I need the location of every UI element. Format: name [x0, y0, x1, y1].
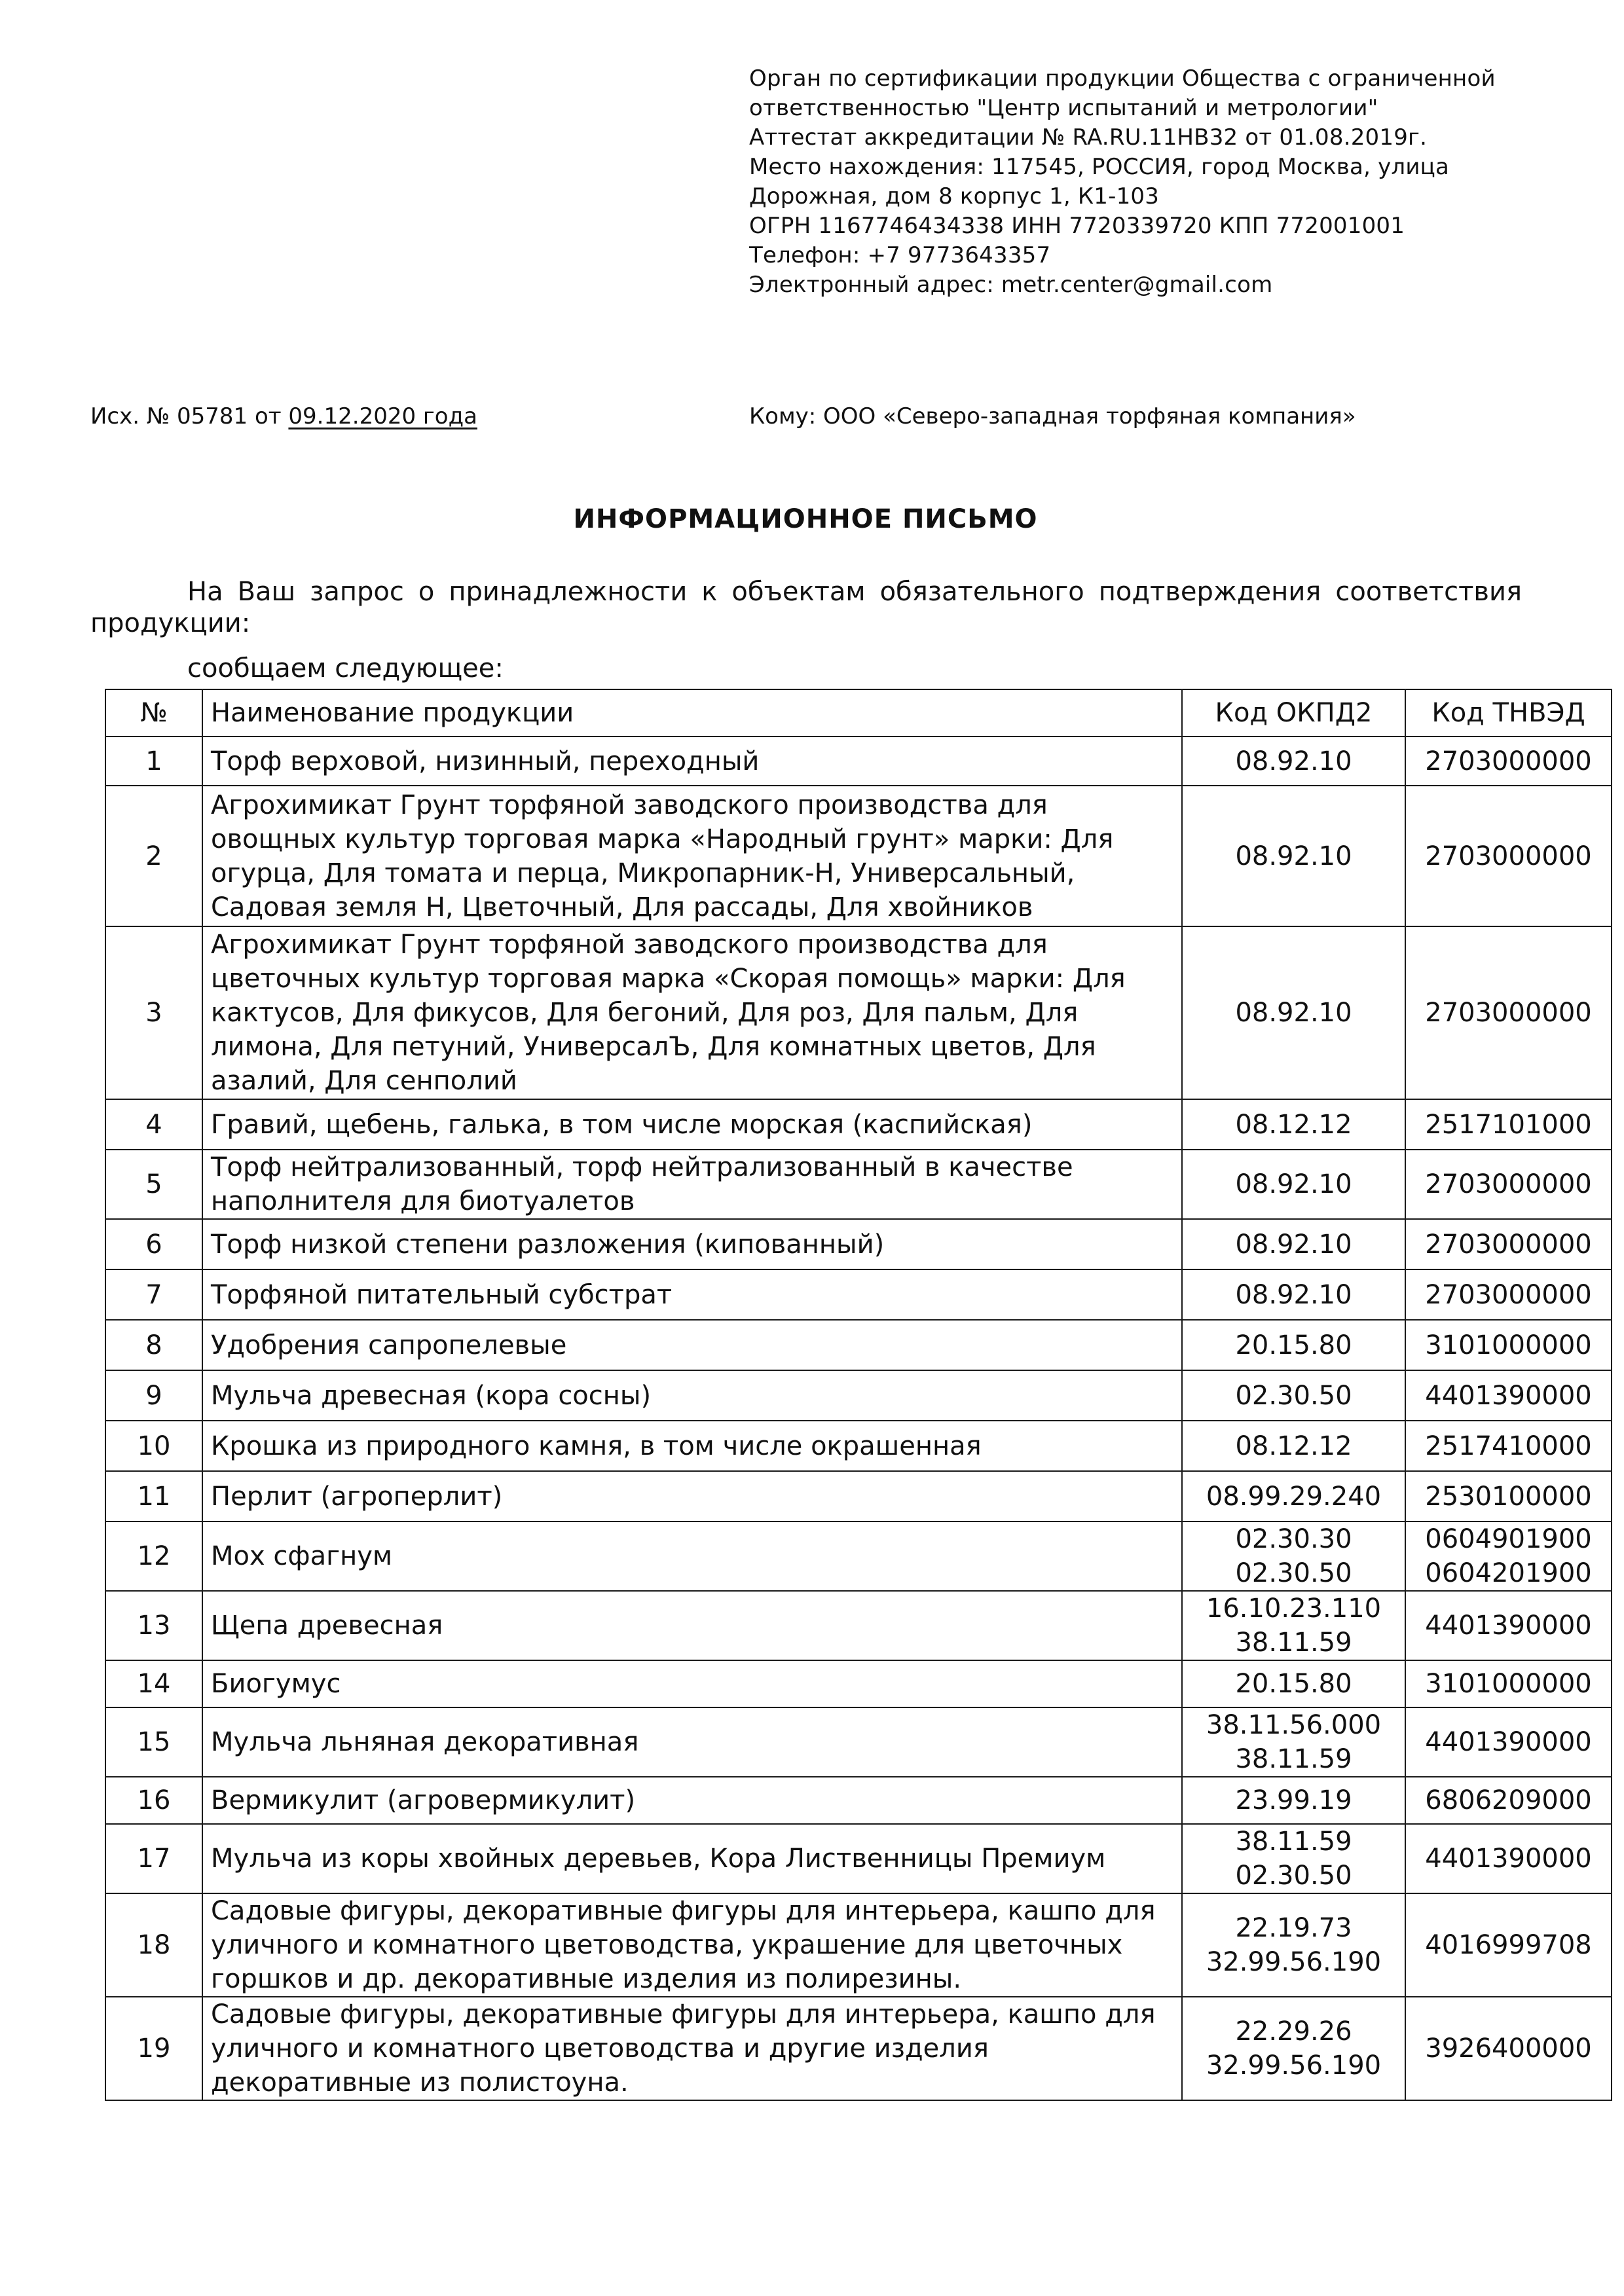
okpd-codes [1182, 1219, 1405, 1269]
intro-paragraph: На Ваш запрос о принадлежности к объектам обязательного подтверждения соответствия продукции: [90, 577, 1522, 638]
row-number: 7 [105, 1269, 202, 1320]
outgoing-date: 09.12.2020 года [288, 403, 477, 429]
table-row [105, 1150, 1612, 1219]
tnved-codes [1405, 1370, 1612, 1421]
tnved-codes [1405, 737, 1612, 786]
tnved-code: 2703000000 [1425, 1279, 1592, 1310]
row-number: 18 [105, 1893, 202, 1997]
tnved-code: 2703000000 [1425, 746, 1592, 776]
okpd-codes [1182, 1421, 1405, 1471]
product-name: Мульча древесная (кора сосны) [202, 1370, 1182, 1421]
tnved-code: 0604901900 [1425, 1524, 1592, 1554]
okpd-codes [1182, 1777, 1405, 1824]
row-number: 1 [105, 737, 202, 786]
table-row [105, 1591, 1612, 1660]
okpd-code: 32.99.56.190 [1206, 1947, 1382, 1977]
table-row [105, 1370, 1612, 1421]
row-number: 15 [105, 1707, 202, 1777]
okpd-codes [1182, 737, 1405, 786]
okpd-codes [1182, 1370, 1405, 1421]
okpd-code: 22.19.73 [1235, 1913, 1352, 1943]
tnved-code: 4401390000 [1425, 1727, 1592, 1757]
okpd-code: 38.11.59 [1235, 1628, 1352, 1658]
table-row [105, 1269, 1612, 1320]
tnved-code: 4016999708 [1425, 1930, 1592, 1960]
okpd-code: 38.11.59 [1235, 1827, 1352, 1857]
okpd-code: 08.92.10 [1235, 998, 1352, 1028]
tnved-code: 2703000000 [1425, 998, 1592, 1028]
org-line: ОГРН 1167746434338 ИНН 7720339720 КПП 772001001 [749, 213, 1405, 239]
okpd-codes [1182, 786, 1405, 926]
table-row [105, 1421, 1612, 1471]
row-number: 9 [105, 1370, 202, 1421]
tnved-codes [1405, 1591, 1612, 1660]
table-row [105, 1707, 1612, 1777]
table-row [105, 737, 1612, 786]
table-header-row [105, 689, 1612, 737]
tnved-code: 2703000000 [1425, 1169, 1592, 1199]
tnved-codes [1405, 1150, 1612, 1219]
okpd-code: 08.12.12 [1235, 1109, 1352, 1140]
tnved-code: 4401390000 [1425, 1611, 1592, 1641]
product-name: Торфяной питательный субстрат [202, 1269, 1182, 1320]
row-number: 6 [105, 1219, 202, 1269]
header-name: Наименование продукции [202, 689, 1182, 737]
org-line: Орган по сертификации продукции Общества с ограниченной [749, 65, 1496, 92]
product-name: Вермикулит (агровермикулит) [202, 1777, 1182, 1824]
table-row [105, 1997, 1612, 2100]
product-name: Мох сфагнум [202, 1522, 1182, 1591]
table-row [105, 926, 1612, 1099]
row-number: 3 [105, 926, 202, 1099]
product-name: Торф низкой степени разложения (кипованный) [202, 1219, 1182, 1269]
tnved-codes [1405, 786, 1612, 926]
table-row [105, 1893, 1612, 1997]
product-name: Гравий, щебень, галька, в том числе морская (каспийская) [202, 1099, 1182, 1150]
okpd-codes [1182, 1150, 1405, 1219]
okpd-code: 08.99.29.240 [1206, 1481, 1382, 1512]
okpd-codes [1182, 1099, 1405, 1150]
table-row [105, 1320, 1612, 1370]
tnved-codes [1405, 1893, 1612, 1997]
product-name: Перлит (агроперлит) [202, 1471, 1182, 1522]
product-name: Садовые фигуры, декоративные фигуры для интерьера, кашпо для уличного и комнатного цветоводства, украшение для цветочных горшков и др. декоративные изделия из полирезины. [202, 1893, 1182, 1997]
header-tnved: Код ТНВЭД [1405, 689, 1612, 737]
product-name: Мульча из коры хвойных деревьев, Кора Лиственницы Премиум [202, 1824, 1182, 1893]
table-row [105, 1219, 1612, 1269]
certification-body-header [749, 64, 1548, 300]
product-name: Крошка из природного камня, в том числе окрашенная [202, 1421, 1182, 1471]
product-name: Мульча льняная декоративная [202, 1707, 1182, 1777]
row-number: 8 [105, 1320, 202, 1370]
okpd-codes [1182, 1824, 1405, 1893]
okpd-codes [1182, 1320, 1405, 1370]
okpd-codes [1182, 1522, 1405, 1591]
row-number: 16 [105, 1777, 202, 1824]
tnved-code: 3101000000 [1425, 1669, 1592, 1699]
tnved-codes [1405, 1219, 1612, 1269]
org-line: Дорожная, дом 8 корпус 1, К1-103 [749, 183, 1160, 210]
tnved-codes [1405, 1471, 1612, 1522]
okpd-code: 08.92.10 [1235, 1229, 1352, 1260]
org-line: ответственностью "Центр испытаний и метрологии" [749, 95, 1378, 121]
product-name: Торф нейтрализованный, торф нейтрализованный в качестве наполнителя для биотуалетов [202, 1150, 1182, 1219]
okpd-code: 02.30.50 [1235, 1558, 1352, 1588]
product-name: Удобрения сапропелевые [202, 1320, 1182, 1370]
tnved-codes [1405, 1777, 1612, 1824]
tnved-codes [1405, 1099, 1612, 1150]
intro-text [90, 576, 1522, 683]
intro-continuation: сообщаем следующее: [187, 653, 504, 683]
table-row [105, 1099, 1612, 1150]
row-number: 2 [105, 786, 202, 926]
row-number: 12 [105, 1522, 202, 1591]
table-row [105, 1522, 1612, 1591]
tnved-code: 4401390000 [1425, 1380, 1592, 1411]
okpd-code: 20.15.80 [1235, 1330, 1352, 1360]
product-name: Агрохимикат Грунт торфяной заводского производства для овощных культур торговая марка «Народный грунт» марки: Для огурца, Для томата и перца, Микропарник-Н, Универсальный, Садовая земля Н, Цветочный, Для рассады, Для хвойников [202, 786, 1182, 926]
okpd-codes [1182, 1707, 1405, 1777]
row-number: 11 [105, 1471, 202, 1522]
tnved-code: 3101000000 [1425, 1330, 1592, 1360]
table-row [105, 1777, 1612, 1824]
tnved-codes [1405, 1269, 1612, 1320]
org-line: Электронный адрес: metr.center@gmail.com [749, 272, 1273, 298]
okpd-code: 08.92.10 [1235, 1279, 1352, 1310]
header-okpd: Код ОКПД2 [1182, 689, 1405, 737]
tnved-code: 0604201900 [1425, 1558, 1592, 1588]
tnved-code: 2517410000 [1425, 1430, 1592, 1461]
tnved-code: 4401390000 [1425, 1844, 1592, 1874]
okpd-code: 22.29.26 [1235, 2016, 1352, 2047]
row-number: 14 [105, 1660, 202, 1707]
product-name: Торф верховой, низинный, переходный [202, 737, 1182, 786]
outgoing-reference [90, 402, 477, 431]
table-body [105, 737, 1612, 2100]
okpd-code: 38.11.59 [1235, 1744, 1352, 1774]
row-number: 10 [105, 1421, 202, 1471]
tnved-codes [1405, 926, 1612, 1099]
tnved-codes [1405, 1707, 1612, 1777]
org-line: Место нахождения: 117545, РОССИЯ, город Москва, улица [749, 154, 1450, 180]
letter-title: ИНФОРМАЦИОННОЕ ПИСЬМО [573, 504, 1038, 534]
okpd-code: 20.15.80 [1235, 1669, 1352, 1699]
table-row [105, 1660, 1612, 1707]
okpd-code: 16.10.23.110 [1206, 1594, 1382, 1624]
okpd-codes [1182, 926, 1405, 1099]
tnved-code: 2530100000 [1425, 1481, 1592, 1512]
tnved-codes [1405, 1522, 1612, 1591]
okpd-code: 32.99.56.190 [1206, 2050, 1382, 2081]
okpd-code: 02.30.50 [1235, 1380, 1352, 1411]
okpd-code: 23.99.19 [1235, 1785, 1352, 1815]
okpd-code: 08.92.10 [1235, 1169, 1352, 1199]
products-table [105, 689, 1612, 2101]
okpd-code: 08.92.10 [1235, 746, 1352, 776]
org-line: Телефон: +7 9773643357 [749, 242, 1051, 268]
row-number: 4 [105, 1099, 202, 1150]
okpd-code: 02.30.30 [1235, 1524, 1352, 1554]
product-name: Биогумус [202, 1660, 1182, 1707]
okpd-codes [1182, 1660, 1405, 1707]
product-name: Садовые фигуры, декоративные фигуры для интерьера, кашпо для уличного и комнатного цветоводства и другие изделия декоративные из полистоуна. [202, 1997, 1182, 2100]
tnved-code: 6806209000 [1425, 1785, 1592, 1815]
okpd-code: 38.11.56.000 [1206, 1710, 1382, 1740]
outgoing-number: Исх. № 05781 от [90, 403, 289, 429]
product-name: Агрохимикат Грунт торфяной заводского производства для цветочных культур торговая марка «Скорая помощь» марки: Для кактусов, Для фикусов, Для бегоний, Для роз, Для пальм, Для лимона, Для петуний, УниверсалЪ, Для комнатных цветов, Для азалий, Для сенполий [202, 926, 1182, 1099]
row-number: 17 [105, 1824, 202, 1893]
tnved-codes [1405, 1660, 1612, 1707]
table-row [105, 786, 1612, 926]
okpd-code: 02.30.50 [1235, 1861, 1352, 1891]
recipient: Кому: ООО «Северо-западная торфяная компания» [749, 403, 1356, 429]
table-row [105, 1824, 1612, 1893]
table-row [105, 1471, 1612, 1522]
okpd-codes [1182, 1471, 1405, 1522]
okpd-code: 08.12.12 [1235, 1430, 1352, 1461]
tnved-codes [1405, 1997, 1612, 2100]
row-number: 13 [105, 1591, 202, 1660]
okpd-code: 08.92.10 [1235, 841, 1352, 871]
tnved-codes [1405, 1421, 1612, 1471]
tnved-codes [1405, 1824, 1612, 1893]
row-number: 5 [105, 1150, 202, 1219]
okpd-codes [1182, 1269, 1405, 1320]
tnved-code: 3926400000 [1425, 2033, 1592, 2064]
tnved-code: 2517101000 [1425, 1109, 1592, 1140]
tnved-code: 2703000000 [1425, 1229, 1592, 1260]
tnved-code: 2703000000 [1425, 841, 1592, 871]
product-name: Щепа древесная [202, 1591, 1182, 1660]
org-line: Аттестат аккредитации № RA.RU.11НВ32 от 01.08.2019г. [749, 124, 1428, 151]
okpd-codes [1182, 1591, 1405, 1660]
tnved-codes [1405, 1320, 1612, 1370]
header-num: № [105, 689, 202, 737]
okpd-codes [1182, 1893, 1405, 1997]
okpd-codes [1182, 1997, 1405, 2100]
row-number: 19 [105, 1997, 202, 2100]
